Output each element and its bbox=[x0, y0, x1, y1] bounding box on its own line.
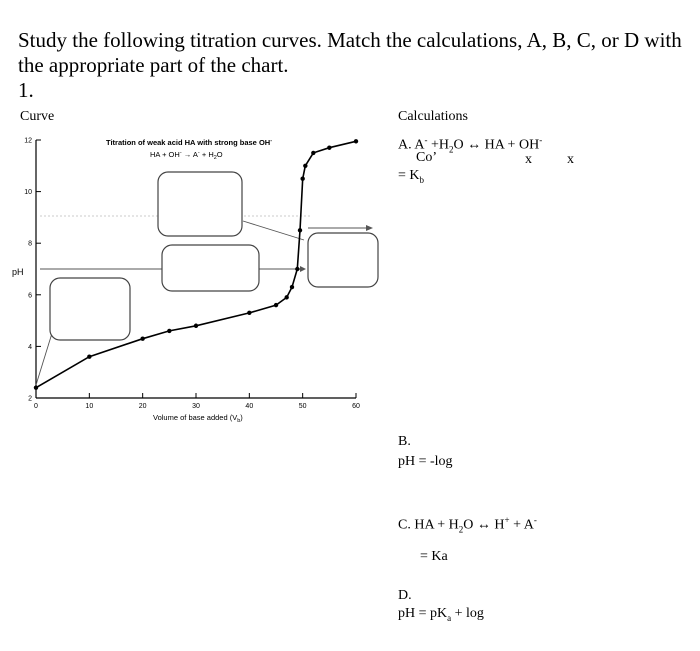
x-tick-label: 20 bbox=[138, 403, 147, 410]
curve-point bbox=[311, 151, 315, 155]
calc-d-letter: D. bbox=[398, 588, 412, 603]
guide-arrow-middle bbox=[300, 266, 306, 272]
chart-title: Titration of weak acid HA with strong base OH- bbox=[106, 138, 273, 147]
pointer-line-left-box bbox=[36, 330, 53, 385]
curve-point bbox=[300, 177, 304, 181]
y-axis-label: pH bbox=[12, 267, 24, 277]
calc-b-letter: B. bbox=[398, 434, 411, 449]
x-axis-label: Volume of base added $(V_b)$ bbox=[153, 413, 243, 424]
y-tick-label: 6 bbox=[28, 292, 32, 300]
curve-point bbox=[247, 311, 251, 315]
curve-point bbox=[140, 336, 144, 340]
curve-point bbox=[303, 164, 307, 168]
y-tick-label: 8 bbox=[28, 240, 32, 248]
y-tick-label: 10 bbox=[24, 189, 32, 197]
calc-a-letter: A. bbox=[398, 137, 412, 153]
answer-box-middle bbox=[162, 245, 259, 291]
y-tick-label: 2 bbox=[28, 395, 32, 403]
calc-d-equation: pH = $pK_a + \log$ bbox=[398, 606, 484, 623]
answer-box-left bbox=[50, 278, 130, 340]
x-tick-label: 0 bbox=[34, 403, 38, 410]
pointer-arrow-right-box bbox=[366, 225, 373, 231]
curve-point bbox=[34, 385, 38, 389]
answer-box-right bbox=[308, 233, 378, 287]
curve-point bbox=[327, 146, 331, 150]
instructions: Study the following titration curves. Match the calculations, A, B, C, or D with the appropriate part of the chart. bbox=[18, 28, 682, 77]
curve-point bbox=[284, 295, 288, 299]
calc-c-ka: = Ka bbox=[420, 549, 448, 564]
curve-label: Curve bbox=[20, 109, 55, 124]
calc-a-x1: x bbox=[525, 152, 532, 167]
question-number: 1. bbox=[18, 78, 34, 102]
calculations-label: Calculations bbox=[398, 109, 468, 124]
curve-point bbox=[87, 355, 91, 359]
x-tick-label: 30 bbox=[192, 403, 200, 410]
x-tick-label: 40 bbox=[245, 403, 254, 410]
y-tick-label: 12 bbox=[24, 137, 32, 145]
x-tick-label: 50 bbox=[298, 403, 307, 410]
chart-reaction: HA + $OH^- \to A^- + H_2O$ bbox=[150, 150, 223, 161]
curve-point bbox=[290, 285, 294, 289]
curve-point bbox=[295, 267, 299, 271]
calc-c-equation: C. HA + $H_2O$ ↔ H+ + A- bbox=[398, 515, 537, 535]
x-tick-label: 10 bbox=[85, 403, 94, 410]
curve-point bbox=[354, 139, 358, 143]
calc-a-kb: = $K_b$ bbox=[398, 168, 425, 185]
pointer-line-top-box bbox=[243, 221, 304, 240]
curve-point bbox=[167, 329, 171, 333]
calc-a-initial-conc: Co’ bbox=[416, 150, 437, 165]
x-ticks bbox=[34, 393, 360, 410]
y-ticks bbox=[24, 138, 41, 403]
y-tick-label: 4 bbox=[28, 343, 32, 351]
calc-a-equation: A. $A^- +H_2O$ ↔ HA + OH- bbox=[398, 135, 543, 155]
answer-box-top bbox=[158, 172, 242, 236]
curve-point bbox=[274, 303, 278, 307]
curve-point bbox=[298, 228, 302, 232]
curve-point bbox=[194, 324, 198, 328]
calc-b-text: pH = -log bbox=[398, 454, 453, 469]
calc-a-x2: x bbox=[567, 152, 574, 167]
x-tick-label: 60 bbox=[352, 403, 360, 410]
